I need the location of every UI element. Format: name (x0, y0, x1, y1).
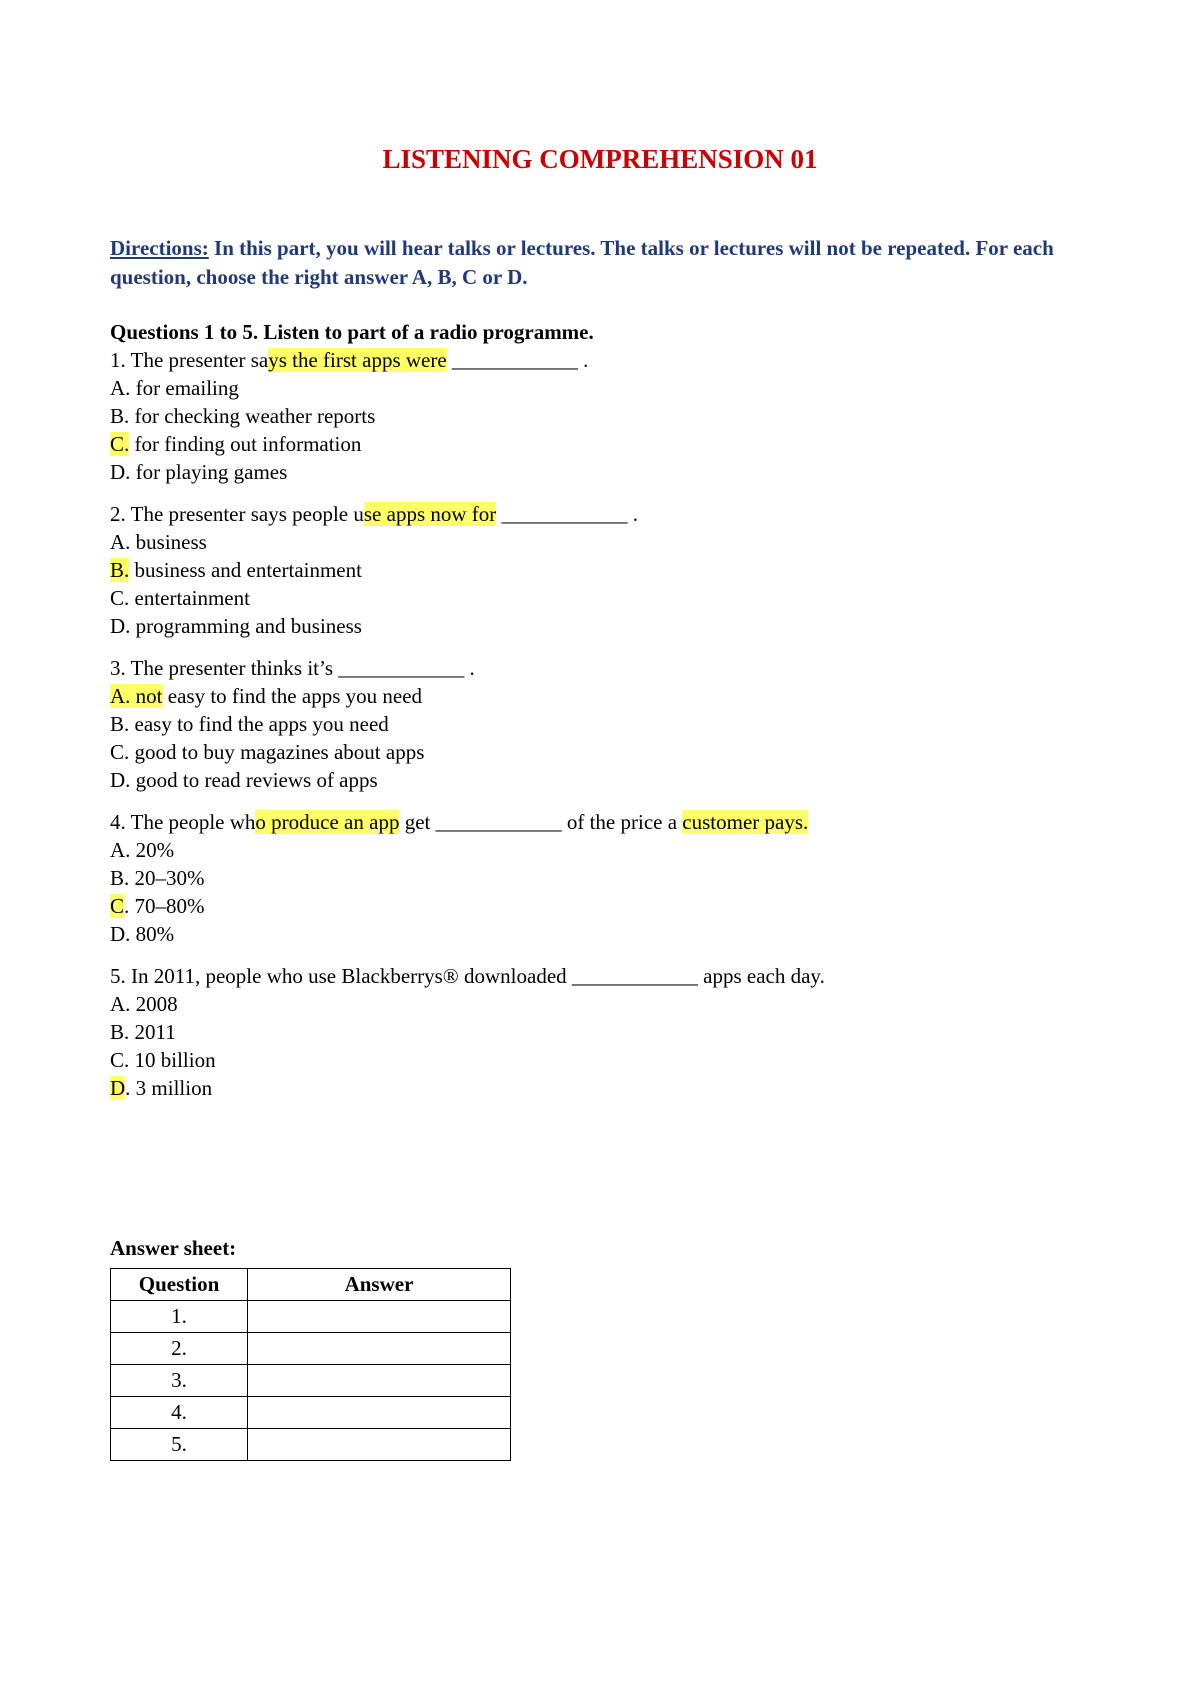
stem-text: 5. In 2011, people who use Blackberrys® downloaded ____________ apps each day. (110, 964, 825, 988)
table-row (111, 1301, 511, 1333)
option-text: . 70–80% (124, 894, 205, 918)
question-number-cell: 2. (111, 1333, 248, 1365)
answer-option (110, 402, 1090, 430)
question-number-cell: 1. (111, 1301, 248, 1333)
answer-cell[interactable] (248, 1301, 511, 1333)
highlighted-text: ys the first apps were (268, 348, 447, 372)
option-text: B. 2011 (110, 1020, 176, 1044)
header-question: Question (111, 1269, 248, 1301)
question-1 (110, 346, 1090, 486)
option-text: B. 20–30% (110, 866, 205, 890)
highlighted-text: A. not (110, 684, 163, 708)
answer-cell[interactable] (248, 1397, 511, 1429)
stem-text: ____________ . (496, 502, 639, 526)
answer-sheet-table (110, 1268, 511, 1461)
answer-option (110, 864, 1090, 892)
stem-text: get ____________ of the price a (399, 810, 683, 834)
directions-text: In this part, you will hear talks or lectures. The talks or lectures will not be repeated. For each question, choose the right answer A, B, C or D. (110, 236, 1054, 289)
option-text: D. good to read reviews of apps (110, 768, 378, 792)
option-text: C. entertainment (110, 586, 250, 610)
highlighted-text: se apps now for (363, 502, 497, 526)
option-text: B. for checking weather reports (110, 404, 376, 428)
answer-option (110, 612, 1090, 640)
option-text: A. business (110, 530, 207, 554)
answer-option (110, 374, 1090, 402)
answer-option (110, 990, 1090, 1018)
option-text: A. 20% (110, 838, 175, 862)
stem-text: 2. The presenter says people u (110, 502, 364, 526)
highlighted-text: o produce an app (255, 810, 400, 834)
question-stem (110, 962, 1090, 990)
question-3 (110, 654, 1090, 794)
stem-text: 4. The people wh (110, 810, 256, 834)
option-text: . 3 million (125, 1076, 213, 1100)
answer-option (110, 836, 1090, 864)
directions-label: Directions: (110, 236, 209, 260)
question-stem (110, 808, 1090, 836)
stem-text: 1. The presenter sa (110, 348, 269, 372)
option-text: business and entertainment (129, 558, 362, 582)
answer-option (110, 458, 1090, 486)
highlighted-text: C (110, 894, 125, 918)
answer-sheet-title: Answer sheet: (110, 1236, 237, 1260)
document-title: LISTENING COMPREHENSION 01 (382, 144, 818, 174)
option-text: for finding out information (129, 432, 362, 456)
table-row (111, 1429, 511, 1461)
option-text: easy to find the apps you need (162, 684, 423, 708)
answer-option (110, 892, 1090, 920)
highlighted-text: B. (110, 558, 130, 582)
option-text: D. for playing games (110, 460, 288, 484)
answer-option (110, 430, 1090, 458)
answer-option (110, 528, 1090, 556)
answer-cell[interactable] (248, 1333, 511, 1365)
table-row (111, 1397, 511, 1429)
highlighted-text: customer pays. (682, 810, 809, 834)
option-text: D. programming and business (110, 614, 362, 638)
answer-option (110, 738, 1090, 766)
option-text: A. for emailing (110, 376, 239, 400)
answer-option (110, 682, 1090, 710)
stem-text: 3. The presenter thinks it’s ____________ . (110, 656, 475, 680)
table-row (111, 1365, 511, 1397)
option-text: C. good to buy magazines about apps (110, 740, 425, 764)
question-5 (110, 962, 1090, 1102)
question-4 (110, 808, 1090, 948)
directions (110, 234, 1070, 292)
answer-option (110, 584, 1090, 612)
option-text: B. easy to find the apps you need (110, 712, 389, 736)
highlighted-text: D (110, 1076, 126, 1100)
option-text: D. 80% (110, 922, 175, 946)
section-header: Questions 1 to 5. Listen to part of a radio programme. (110, 320, 594, 344)
question-number-cell: 5. (111, 1429, 248, 1461)
header-answer: Answer (248, 1269, 511, 1301)
question-stem (110, 654, 1090, 682)
answer-option (110, 556, 1090, 584)
answer-option (110, 1046, 1090, 1074)
question-2 (110, 500, 1090, 640)
question-number-cell: 3. (111, 1365, 248, 1397)
option-text: A. 2008 (110, 992, 178, 1016)
answer-cell[interactable] (248, 1365, 511, 1397)
question-number-cell: 4. (111, 1397, 248, 1429)
table-row (111, 1333, 511, 1365)
question-stem (110, 346, 1090, 374)
option-text: C. 10 billion (110, 1048, 216, 1072)
stem-text: ____________ . (446, 348, 589, 372)
answer-sheet-header-row (111, 1269, 511, 1301)
answer-option (110, 710, 1090, 738)
answer-option (110, 920, 1090, 948)
highlighted-text: C. (110, 432, 130, 456)
answer-option (110, 1018, 1090, 1046)
answer-option (110, 766, 1090, 794)
question-stem (110, 500, 1090, 528)
answer-cell[interactable] (248, 1429, 511, 1461)
answer-option (110, 1074, 1090, 1102)
